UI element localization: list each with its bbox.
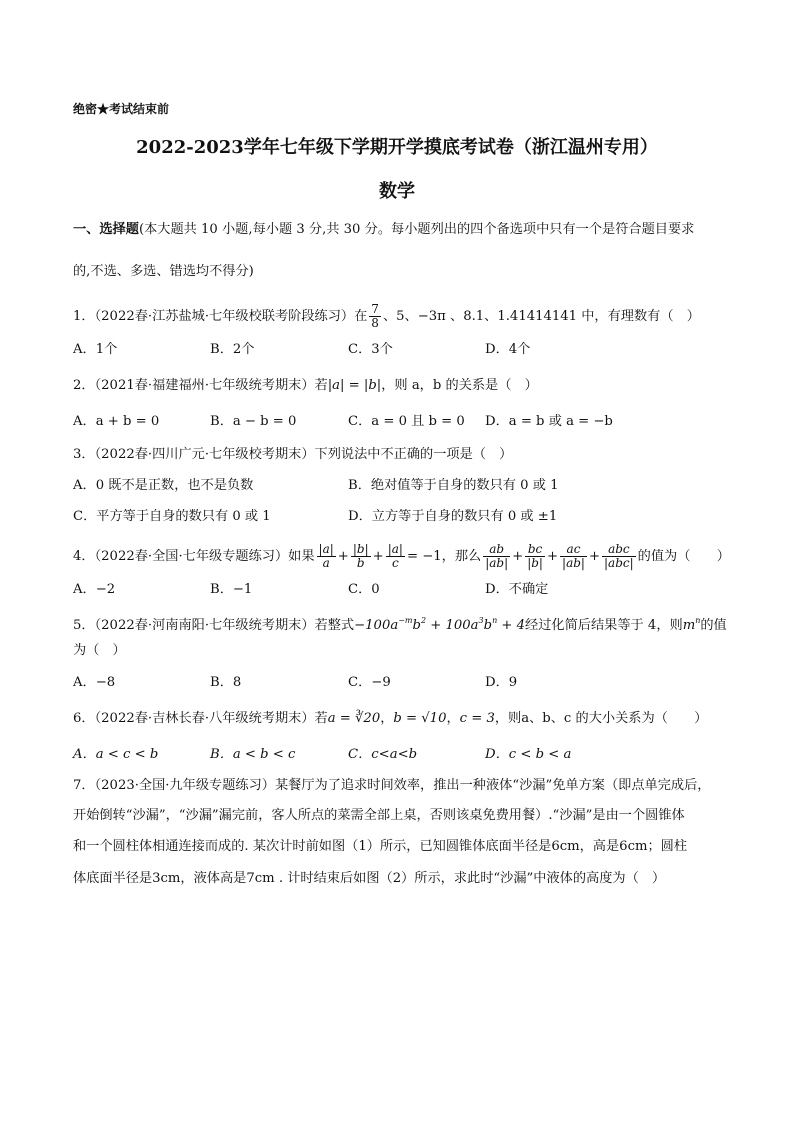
question-4: 4．（2022春·全国·七年级专题练习）如果 $\frac{|a|}{a}$ + $\frac{|b|}{b}$ + $\frac{|a|}{c}$ = −1，那么 $\frac{ab}{|ab|}$ + $\frac{bc}{|b|}$ + $\frac{ac}{|ab|}$ + $\frac{\text{abc}}{\text{|abc|}}$ 的值为（ ）: [73, 542, 730, 570]
section-desc-a: (本大题共 10 小题,每小题 3 分,共 30 分。每小题列出的四个备选项中只有一个是符合题目要求: [138, 222, 695, 237]
q1-option-b: B．2个: [210, 342, 255, 357]
question-7-line-3: 和一个圆柱体相通连接而成的. 某次计时前如图（1）所示，已知圆锥体底面半径是6cm，高是6cm；圆柱: [73, 839, 688, 854]
q2-post: ，则 a，b 的关系是（ ）: [381, 378, 538, 393]
q4-f3-den: c: [391, 556, 399, 570]
q4-frac-3: [386, 543, 405, 570]
q2-pre: 2．（2021春·福建福州·七年级统考期末）若: [73, 378, 328, 393]
section-heading: [73, 220, 694, 240]
question-3: 3．（2022春·四川广元·七年级校考期末）下列说法中不正确的一项是（ ）: [73, 447, 513, 462]
q6-option-b: B．a < b < c: [210, 747, 296, 762]
q4-frac-5: [525, 543, 545, 570]
q1-option-c: C．3个: [348, 342, 393, 357]
q4-g2-num: bc: [525, 543, 545, 557]
q4-g3-num: ac: [560, 543, 587, 557]
q1-option-d: D．4个: [485, 342, 531, 357]
question-2: [73, 376, 538, 396]
q4-f2-den: b: [356, 556, 365, 570]
q2-option-d: D．a = b 或 a = −b: [485, 414, 613, 429]
q3-option-b: B．绝对值等于自身的数只有 0 或 1: [348, 478, 559, 493]
q5-n: n: [695, 616, 701, 625]
q4-option-a: A．−2: [73, 582, 116, 597]
q5-option-a: A．−8: [73, 675, 116, 690]
page-title: 2022-2023学年七年级下学期开学摸底考试卷（浙江温州专用）: [136, 137, 658, 158]
q1-fraction: [369, 303, 381, 330]
section-desc-b: 的,不选、多选、错选均不得分): [73, 264, 254, 279]
q4-post: 的值为（ ）: [637, 549, 730, 564]
q4-f3-num: |a|: [387, 542, 403, 556]
q4-f1-den: a: [322, 556, 330, 570]
question-6: 6．（2022春·吉林长春·八年级统考期末）若a = ∛20，b = √10，c = 3，则a、b、c 的大小关系为（ ）: [73, 711, 708, 726]
q5-expr-2: b: [412, 618, 421, 633]
q5-m: m: [682, 618, 696, 633]
q6-option-c: C．c<a<b: [348, 747, 418, 762]
q4-option-b: B．−1: [210, 582, 253, 597]
q5-continued: 为（ ）: [73, 643, 126, 658]
q5-post: 经过化简后结果等于 4，则: [525, 618, 683, 633]
subject-title: 数学: [379, 181, 415, 202]
q4-g4-num: abc: [602, 543, 636, 557]
q4-g4-den: |abc|: [604, 556, 634, 570]
q4-f1-num: |a|: [318, 542, 334, 556]
question-7-line-1: 7．（2023·全国·九年级专题练习）某餐厅为了追求时间效率，推出一种液体“沙漏”免单方案（即点单完成后，: [73, 778, 711, 793]
q4-frac-4: [483, 543, 510, 570]
q6-a: a = ∛20: [327, 711, 381, 726]
q5-expr-1: −100a: [354, 618, 399, 633]
q2-expr: |a| = |b|: [327, 378, 382, 393]
q4-frac-6: [560, 543, 587, 570]
q5-option-b: B．8: [210, 675, 242, 690]
q6-c: c = 3: [459, 711, 495, 726]
q5-expr-4: b: [483, 618, 493, 633]
section-title: 一、选择题: [73, 222, 139, 237]
q3-option-d: D．立方等于自身的数只有 0 或 ±1: [348, 509, 558, 524]
q1-post: 、5、−3π 、8.1、1.41414141 中，有理数有（ ）: [382, 309, 700, 324]
q6-option-d: D．c < b < a: [485, 747, 572, 762]
q5-sup-4: n: [492, 616, 498, 625]
q5-expr-5: + 4: [497, 618, 526, 633]
q1-frac-num: 7: [371, 302, 379, 316]
q6-b: b = √10: [393, 711, 447, 726]
q2-option-c: C．a = 0 且 b = 0: [348, 414, 465, 429]
q4-frac-1: [317, 543, 336, 570]
secret-label: 绝密★考试结束前: [73, 102, 170, 116]
q3-option-c: C．平方等于自身的数只有 0 或 1: [73, 509, 271, 524]
q4-g2-den: |b|: [527, 556, 543, 570]
q5-sup-1: −m: [398, 616, 413, 625]
q6-post: ，则a、b、c 的大小关系为（ ）: [494, 711, 708, 726]
question-5: [73, 611, 727, 636]
q4-g1-den: |ab|: [485, 556, 509, 570]
q4-g1-num: ab: [483, 543, 510, 557]
q5-sup-3: 3: [478, 616, 484, 625]
q1-frac-den: 8: [371, 316, 379, 330]
q2-option-b: B．a − b = 0: [210, 414, 297, 429]
q4-f2-num: |b|: [352, 542, 369, 556]
q1-option-a: A．1个: [73, 342, 118, 357]
q4-option-c: C．0: [348, 582, 380, 597]
q6-option-a: A．a < c < b: [73, 747, 159, 762]
q5-option-d: D．9: [485, 675, 518, 690]
q5-sup-2: 2: [420, 616, 427, 625]
q4-g3-den: |ab|: [562, 556, 585, 570]
q5-expression: [354, 618, 525, 633]
q4-frac-2: [351, 543, 371, 570]
q5-mn: [683, 618, 701, 633]
q1-pre: 1．（2022春·江苏盐城·七年级校联考阶段练习）在: [73, 309, 368, 324]
question-7-line-2: 开始倒转“沙漏”，“沙漏”漏完前，客人所点的菜需全部上桌，否则该桌免费用餐）.“沙漏”是由一个圆锥体: [73, 808, 685, 823]
q5-end: 的值: [700, 618, 727, 633]
q4-mid: = −1，那么: [406, 549, 482, 564]
q5-option-c: C．−9: [348, 675, 391, 690]
q4-option-d: D．不确定: [485, 582, 549, 597]
q4-frac-7: [602, 543, 636, 570]
question-7-line-4: 体底面半径是3cm，液体高是7cm . 计时结束后如图（2）所示，求此时“沙漏”中液体的高度为（ ）: [73, 871, 666, 886]
q3-option-a: A．0 既不是正数，也不是负数: [73, 478, 254, 493]
q4-pre: 4．（2022春·全国·七年级专题练习）如果: [73, 549, 315, 564]
q6-pre: 6．（2022春·吉林长春·八年级统考期末）若: [73, 711, 328, 726]
question-1: [73, 303, 700, 330]
q5-pre: 5．（2022春·河南南阳·七年级统考期末）若整式: [73, 618, 355, 633]
q2-option-a: A．a + b = 0: [73, 414, 160, 429]
q5-expr-3: + 100a: [426, 618, 479, 633]
